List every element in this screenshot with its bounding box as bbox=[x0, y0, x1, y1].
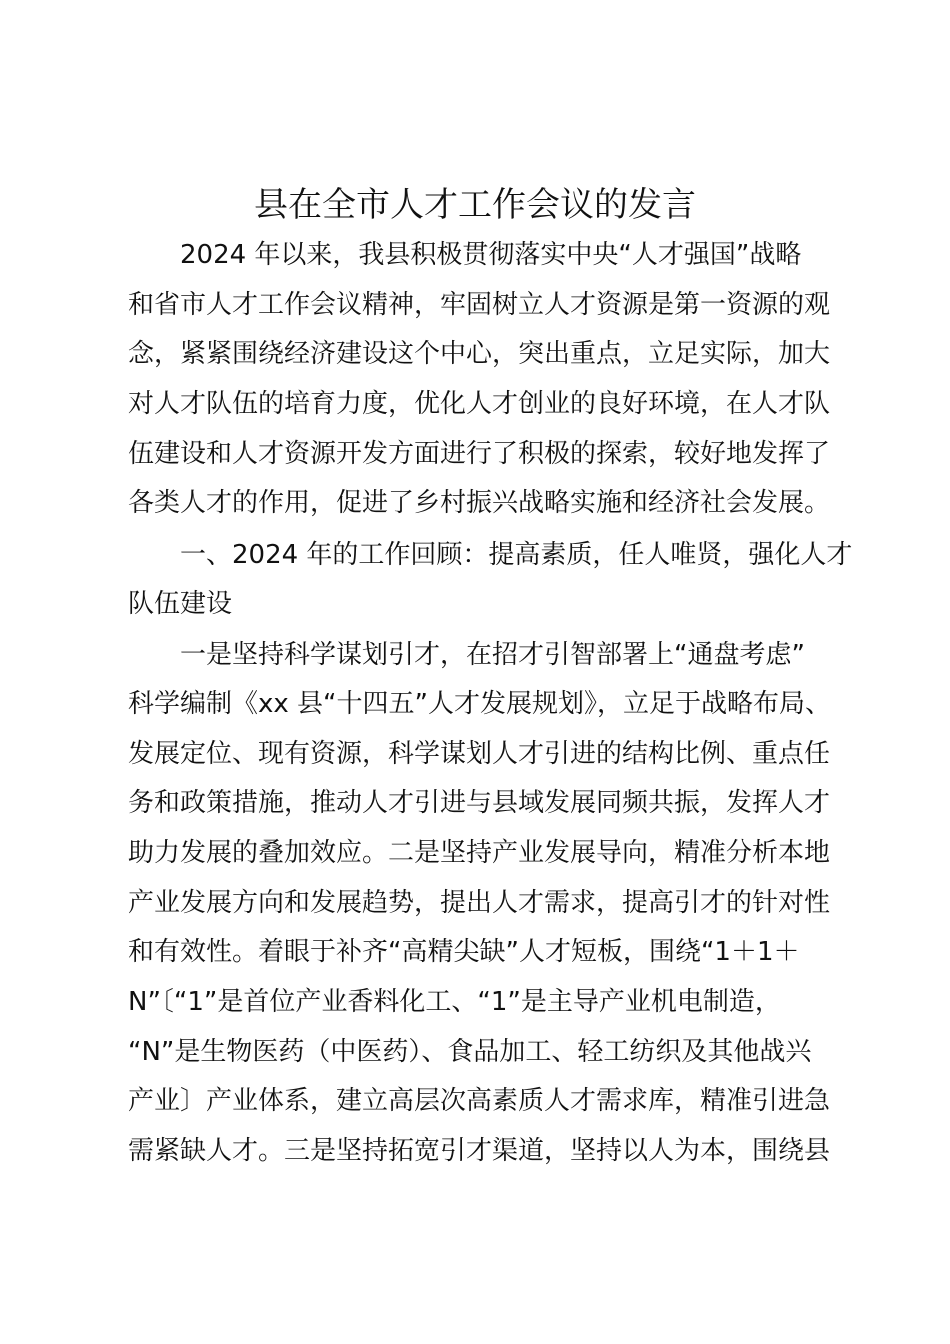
paragraph-line: 念，紧紧围绕经济建设这个中心，突出重点，立足实际，加大 bbox=[128, 339, 831, 369]
paragraph-line: 伍建设和人才资源开发方面进行了积极的探索，较好地发挥了 bbox=[128, 439, 831, 469]
paragraph-line: N”〔“1”是首位产业香料化工、“1”是主导产业机电制造， bbox=[128, 987, 781, 1017]
paragraph-line: 对人才队伍的培育力度，优化人才创业的良好环境，在人才队 bbox=[128, 389, 831, 419]
paragraph-line: 和有效性。着眼于补齐“高精尖缺”人才短板，围绕“1＋1＋ bbox=[128, 937, 800, 967]
paragraph-line: 各类人才的作用，促进了乡村振兴战略实施和经济社会发展。 bbox=[128, 488, 831, 518]
paragraph-line: 需紧缺人才。三是坚持拓宽引才渠道，坚持以人为本，围绕县 bbox=[128, 1136, 831, 1166]
section-heading-line: 队伍建设 bbox=[128, 589, 233, 619]
document-title: 县在全市人才工作会议的发言 bbox=[254, 185, 696, 225]
paragraph-line: 2024 年以来，我县积极贯彻落实中央“人才强国”战略 bbox=[180, 240, 802, 270]
paragraph-line: 务和政策措施，推动人才引进与县域发展同频共振，发挥人才 bbox=[128, 788, 831, 818]
paragraph-line: 发展定位、现有资源，科学谋划人才引进的结构比例、重点任 bbox=[128, 739, 831, 769]
paragraph-line: 产业〕产业体系，建立高层次高素质人才需求库，精准引进急 bbox=[128, 1086, 831, 1116]
section-heading-line: 一、2024 年的工作回顾：提高素质，任人唯贤，强化人才 bbox=[180, 540, 853, 570]
paragraph-line: “N”是生物医药（中医药）、食品加工、轻工纺织及其他战兴 bbox=[128, 1037, 812, 1067]
paragraph-line: 和省市人才工作会议精神，牢固树立人才资源是第一资源的观 bbox=[128, 290, 831, 320]
paragraph-line: 助力发展的叠加效应。二是坚持产业发展导向，精准分析本地 bbox=[128, 838, 831, 868]
paragraph-line: 科学编制《xx 县“十四五”人才发展规划》，立足于战略布局、 bbox=[128, 689, 831, 719]
paragraph-line: 产业发展方向和发展趋势，提出人才需求，提高引才的针对性 bbox=[128, 888, 831, 918]
paragraph-line: 一是坚持科学谋划引才，在招才引智部署上“通盘考虑” bbox=[180, 640, 805, 670]
